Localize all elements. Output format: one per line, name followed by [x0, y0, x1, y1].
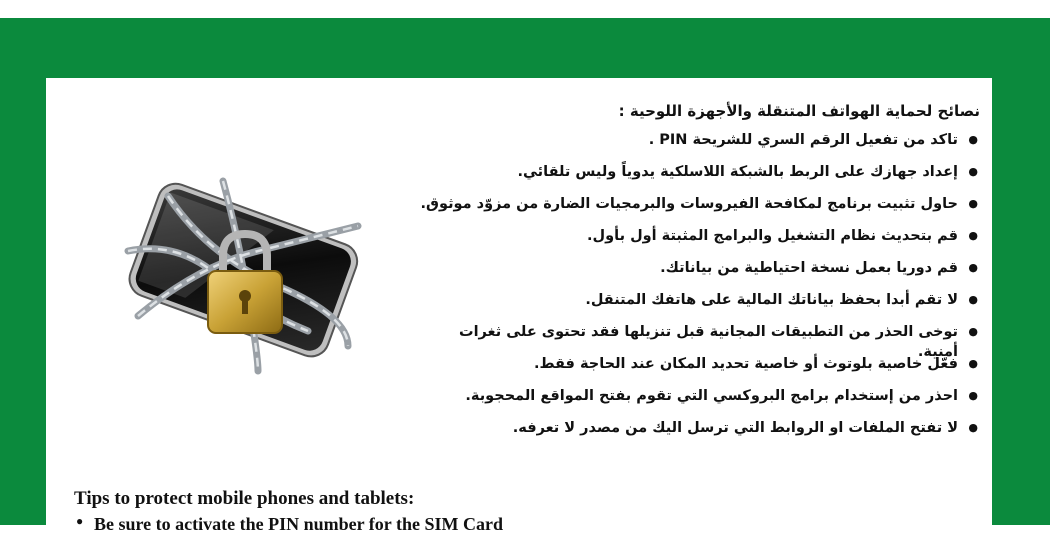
- locked-phone-icon: [108, 156, 378, 386]
- arabic-tip-4: ● قم بتحديث نظام التشغيل والبرامج المثبتة أول بأول.: [420, 226, 980, 258]
- arabic-tips: [420, 102, 980, 450]
- arabic-title: نصائح لحماية الهواتف المتنقلة والأجهزة اللوحية :: [618, 102, 980, 120]
- top-margin: [0, 0, 1050, 18]
- arabic-tip-10: ● لا تفتح الملفات او الروابط التي ترسل اليك من مصدر لا تعرفه.: [420, 418, 980, 450]
- arabic-tip-3: ● حاول تثبيت برنامج لمكافحة الفيروسات والبرمجيات الضارة من مزوّد موثوق.: [420, 194, 980, 226]
- locked-phone-illustration: [108, 156, 378, 386]
- arabic-tip-9: ● احذر من إستخدام برامج البروكسي التي تقوم بفتح المواقع المحجوبة.: [420, 386, 980, 418]
- english-title: Tips to protect mobile phones and tablets:: [74, 488, 415, 509]
- arabic-tip-8: ● فعّل خاصية بلوتوث أو خاصية تحديد المكان عند الحاجة فقط.: [420, 354, 980, 386]
- arabic-tip-7: ● توخى الحذر من التطبيقات المجانية قبل تنزيلها فقد تحتوى على ثغرات أمنية.: [420, 322, 980, 354]
- arabic-tips-list: [420, 130, 980, 450]
- arabic-tip-6: ● لا تقم أبدا بحفظ بياناتك المالية على هاتفك المتنقل.: [420, 290, 980, 322]
- arabic-tip-5: ● قم دوريا بعمل نسخة احتياطية من بياناتك.: [420, 258, 980, 290]
- arabic-tip-2: ● إعداد جهازك على الربط بالشبكة اللاسلكية يدوياً وليس تلقائي.: [420, 162, 980, 194]
- content-panel: [46, 78, 992, 538]
- english-tips: [74, 488, 954, 535]
- arabic-tip-1: ● تاكد من تفعيل الرقم السري للشريحة PIN .: [420, 130, 980, 162]
- english-tip-1: ● Be sure to activate the PIN number for the SIM Card: [74, 514, 954, 535]
